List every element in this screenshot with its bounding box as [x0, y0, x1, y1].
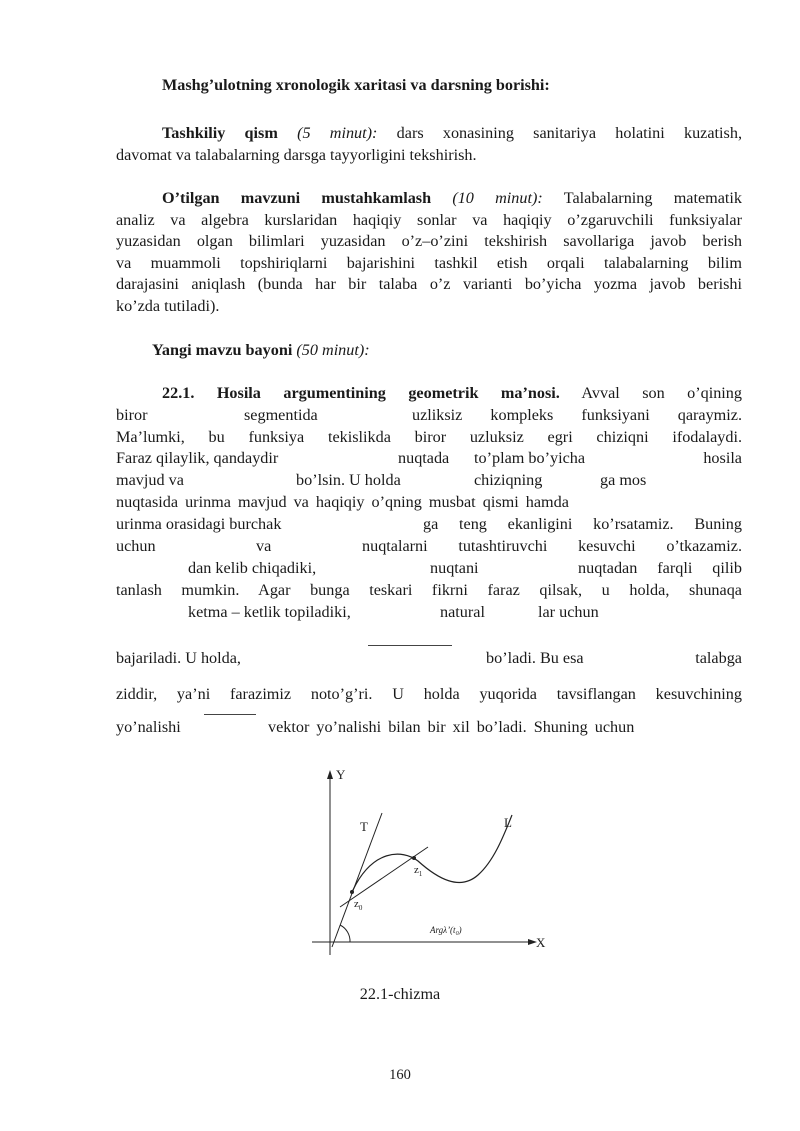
para-text: talabga	[695, 649, 742, 667]
para-text: lar uchun	[538, 603, 599, 621]
para-text: va	[256, 537, 272, 555]
y-axis-arrow	[327, 770, 333, 779]
angle-arc	[340, 925, 350, 942]
para-text: Talabalarning matematik	[563, 189, 743, 207]
angle-label: $Arg\lambda’(t_0)$	[430, 925, 462, 937]
para-review-line-1	[162, 188, 742, 208]
new-topic-duration: (50 minut):	[296, 341, 370, 359]
para-text: uzliksiz kompleks funksiyani qaraymiz.	[412, 406, 742, 424]
para-text: vektor yo’nalishi bilan bir xil bo’ladi. Shuning uchun	[268, 718, 635, 736]
x-axis-label: X	[536, 935, 546, 950]
new-topic-label: Yangi mavzu bayoni	[152, 341, 293, 359]
organizational-part-label: Tashkiliy qism	[162, 124, 278, 142]
para-review-line-5: darajasini aniqlash (bunda har bir talaba o’z varianti bo’yicha yozma javob berishi	[116, 275, 742, 293]
organizational-part-duration: (5 minut):	[297, 124, 378, 142]
section-line-1	[162, 383, 742, 403]
section-line-2	[116, 405, 742, 425]
para-text: urinma orasidagi burchak	[116, 515, 282, 533]
curve-label: L	[504, 815, 512, 830]
section-line-7	[116, 514, 742, 534]
section-title: 22.1. Hosila argumentining geometrik ma’nosi.	[162, 384, 560, 402]
para-text: yo’nalishi	[116, 718, 181, 736]
para-review-line-6: ko’zda tutiladi).	[116, 297, 220, 315]
section-line-12	[116, 648, 742, 668]
point-z1-label: $z_1$	[414, 864, 423, 878]
tangent-label: T	[360, 819, 368, 834]
para-text: bo’lsin. U holda	[296, 471, 401, 489]
para-organizational-line-1	[162, 123, 742, 143]
para-text: chiziqning	[474, 471, 543, 489]
section-line-3: Ma’lumki, bu funksiya tekislikda biror uzluksiz egri chiziqni ifodalaydi.	[116, 428, 742, 446]
para-new-topic	[152, 340, 370, 360]
section-line-5	[116, 470, 742, 490]
review-part-label: O’tilgan mavzuni mustahkamlash	[162, 189, 432, 207]
para-text: dan kelib chiqadiki,	[188, 559, 317, 577]
curve-l	[352, 815, 512, 892]
para-organizational-line-2: davomat va talabalarning darsga tayyorligini tekshirish.	[116, 146, 477, 164]
section-line-13: ziddir, ya’ni farazimiz noto’g’ri. U holda yuqorida tavsiflangan kesuvchining	[116, 685, 742, 703]
section-line-6: nuqtasida urinma mavjud va haqiqiy o’qning musbat qismi hamda	[116, 493, 569, 511]
formula-fraction-bar	[368, 644, 452, 646]
para-text: biror	[116, 406, 148, 424]
para-text: Faraz qilaylik, qandaydir	[116, 449, 279, 467]
para-review-line-2: analiz va algebra kurslaridan haqiqiy sonlar va haqiqiy o’zgaruvchili funksiyalar	[116, 211, 742, 229]
para-text: bajariladi. U holda,	[116, 649, 241, 667]
para-text: natural	[440, 603, 485, 621]
para-text: segmentida	[244, 406, 318, 424]
para-text: to’plam bo’yicha	[474, 449, 586, 467]
para-text: uchun	[116, 537, 156, 555]
point-z0-label: $z_0$	[354, 898, 363, 912]
para-text: nuqtalarni tutashtiruvchi kesuvchi o’tkazamiz.	[362, 537, 742, 555]
para-text: ga mos	[600, 471, 647, 489]
geometric-figure	[310, 765, 550, 960]
para-text: Avval son o’qining	[581, 384, 742, 402]
para-review-line-3: yuzasidan olgan bilimlari yuzasidan o’z–o’zini tekshirish savollariga javob berish	[116, 232, 742, 250]
point-z1	[412, 856, 416, 860]
para-text: mavjud va	[116, 471, 184, 489]
page-number: 160	[389, 1067, 411, 1083]
para-review-line-4: va muammoli topshiriqlarni bajarishini tashkil etish orqali talabalarning bilim	[116, 254, 742, 272]
point-z0	[350, 890, 354, 894]
page-heading: Mashg’ulotning xronologik xaritasi va darsning borishi:	[162, 76, 550, 94]
section-line-14	[116, 717, 742, 737]
tangent-line	[332, 813, 382, 947]
figure-caption: 22.1-chizma	[359, 985, 441, 1003]
section-line-10: tanlash mumkin. Agar bunga teskari fikrni faraz qilsak, u holda, shunaqa	[116, 581, 742, 599]
para-text: ketma – ketlik topiladiki,	[188, 603, 351, 621]
para-text: bo’ladi. Bu esa	[486, 649, 584, 667]
section-line-8	[116, 536, 742, 556]
para-text: nuqtadan farqli qilib	[578, 559, 742, 577]
para-text: hosila	[703, 449, 742, 467]
para-text: dars xonasining sanitariya holatini kuzatish,	[396, 124, 742, 142]
para-text: nuqtada	[398, 449, 450, 467]
section-line-4	[116, 448, 742, 468]
review-part-duration: (10 minut):	[452, 189, 543, 207]
para-text: nuqtani	[430, 559, 479, 577]
para-text: ga teng ekanligini ko’rsatamiz. Buning	[423, 515, 742, 533]
formula-fraction-bar	[204, 713, 256, 715]
y-axis-label: Y	[336, 767, 346, 782]
